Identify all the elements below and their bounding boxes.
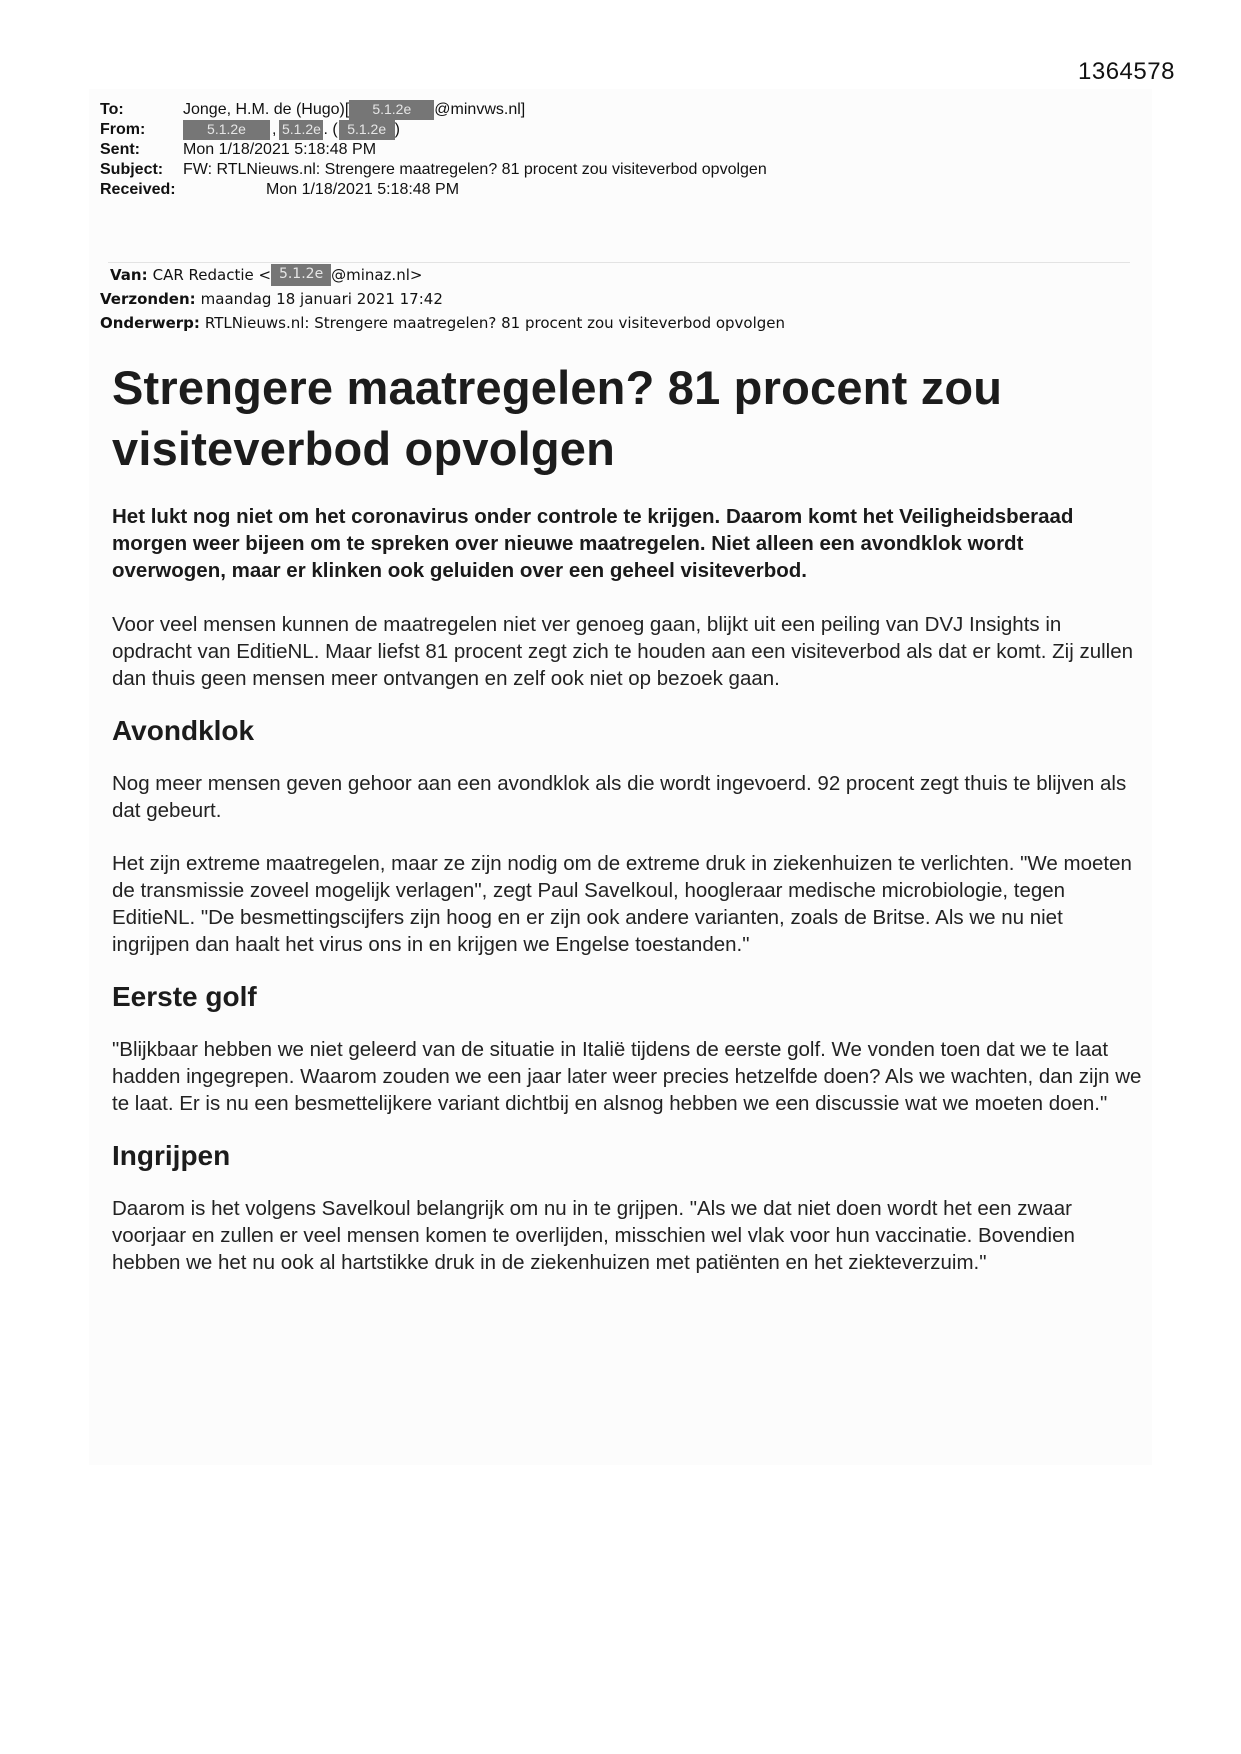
section-heading-avondklok: Avondklok	[112, 715, 255, 746]
to-domain: @minvws.nl]	[434, 101, 526, 118]
section-heading-eerste-golf: Eerste golf	[112, 981, 257, 1012]
onderwerp-label: Onderwerp:	[100, 314, 200, 332]
header-to-row	[100, 100, 767, 120]
header-from-row	[100, 120, 767, 140]
sent-value: Mon 1/18/2021 5:18:48 PM	[183, 141, 377, 158]
van-row	[100, 263, 1130, 287]
header-sent-row	[100, 140, 767, 160]
article-intro: Voor veel mensen kunnen de maatregelen niet ver genoeg gaan, blijkt uit een peiling van DVJ Insights in opdracht van EditieNL. Maar liefst 81 procent zegt zich te houden aan een visiteverbod als dat er komt. Zij zullen dan thuis geen mensen meer ontvangen en zelf ook niet op bezoek gaan.	[112, 613, 1134, 690]
sent-label: Sent:	[100, 141, 140, 158]
onderwerp-value: RTLNieuws.nl: Strengere maatregelen? 81 procent zou visiteverbod opvolgen	[204, 314, 786, 332]
van-name: CAR Redactie <	[152, 266, 272, 284]
forwarded-header	[100, 262, 1130, 335]
from-separator: ,	[272, 121, 277, 138]
paragraph: Daarom is het volgens Savelkoul belangrijk om nu in te grijpen. "Als we dat niet doen wordt het een zwaar voorjaar en zullen er veel mensen komen te overlijden, misschien wel vlak voor hun vaccinatie. Bovendien hebben we het nu ook al hartstikke druk in de ziekenhuizen met patiënten en het ziekteverzuim."	[112, 1197, 1075, 1274]
from-close: )	[394, 121, 400, 138]
verzonden-label: Verzonden:	[100, 290, 196, 308]
to-name: Jonge, H.M. de (Hugo)[	[183, 101, 350, 118]
from-label: From:	[100, 121, 146, 138]
email-header	[100, 100, 767, 200]
paragraph: Nog meer mensen geven gehoor aan een avondklok als die wordt ingevoerd. 92 procent zegt thuis te blijven als dat gebeurt.	[112, 772, 1127, 822]
verzonden-row	[100, 287, 1130, 311]
onderwerp-row	[100, 311, 1130, 335]
received-value: Mon 1/18/2021 5:18:48 PM	[266, 181, 460, 198]
to-label: To:	[100, 101, 124, 118]
header-received-row	[100, 180, 767, 200]
header-subject-row	[100, 160, 767, 180]
subject-label: Subject:	[100, 161, 164, 178]
from-separator: . (	[323, 121, 338, 138]
article-title: Strengere maatregelen? 81 procent zou visiteverbod opvolgen	[112, 361, 1003, 475]
van-domain: @minaz.nl>	[331, 266, 423, 284]
redaction-box: 5.1.2e	[339, 120, 395, 140]
redaction-box: 5.1.2e	[279, 120, 323, 140]
redaction-box: 5.1.2e	[271, 264, 331, 286]
redaction-box: 5.1.2e	[183, 120, 270, 140]
verzonden-value: maandag 18 januari 2021 17:42	[200, 290, 443, 308]
paragraph: Het zijn extreme maatregelen, maar ze zijn nodig om de extreme druk in ziekenhuizen te verlichten. "We moeten de transmissie zoveel mogelijk verlagen", zegt Paul Savelkoul, hoogleraar medische microbiologie, tegen EditieNL. "De besmettingscijfers zijn hoog en er zijn ook andere varianten, zoals de Britse. Als we nu niet ingrijpen dan haalt het virus ons in en krijgen we Engelse toestanden."	[112, 852, 1132, 956]
document-id: 1364578	[1078, 58, 1175, 85]
article	[112, 357, 1142, 1276]
paragraph: "Blijkbaar hebben we niet geleerd van de situatie in Italië tijdens de eerste golf. We vonden toen dat we te laat hadden ingegrepen. Waarom zouden we een jaar later weer precies hetzelfde doen? Als we wachten, dan zijn we te laat. Er is nu een besmettelijkere variant dichtbij en alsnog hebben we een discussie wat we moeten doen."	[112, 1038, 1142, 1115]
section-heading-ingrijpen: Ingrijpen	[112, 1140, 231, 1171]
redaction-box: 5.1.2e	[349, 100, 434, 120]
van-label: Van:	[110, 266, 148, 284]
subject-value: FW: RTLNieuws.nl: Strengere maatregelen? 81 procent zou visiteverbod opvolgen	[183, 161, 767, 178]
received-label: Received:	[100, 181, 176, 198]
article-lede: Het lukt nog niet om het coronavirus onder controle te krijgen. Daarom komt het Veiligheidsberaad morgen weer bijeen om te spreken over nieuwe maatregelen. Niet alleen een avondklok wordt overwogen, maar er klinken ook geluiden over een geheel visiteverbod.	[112, 505, 1074, 582]
